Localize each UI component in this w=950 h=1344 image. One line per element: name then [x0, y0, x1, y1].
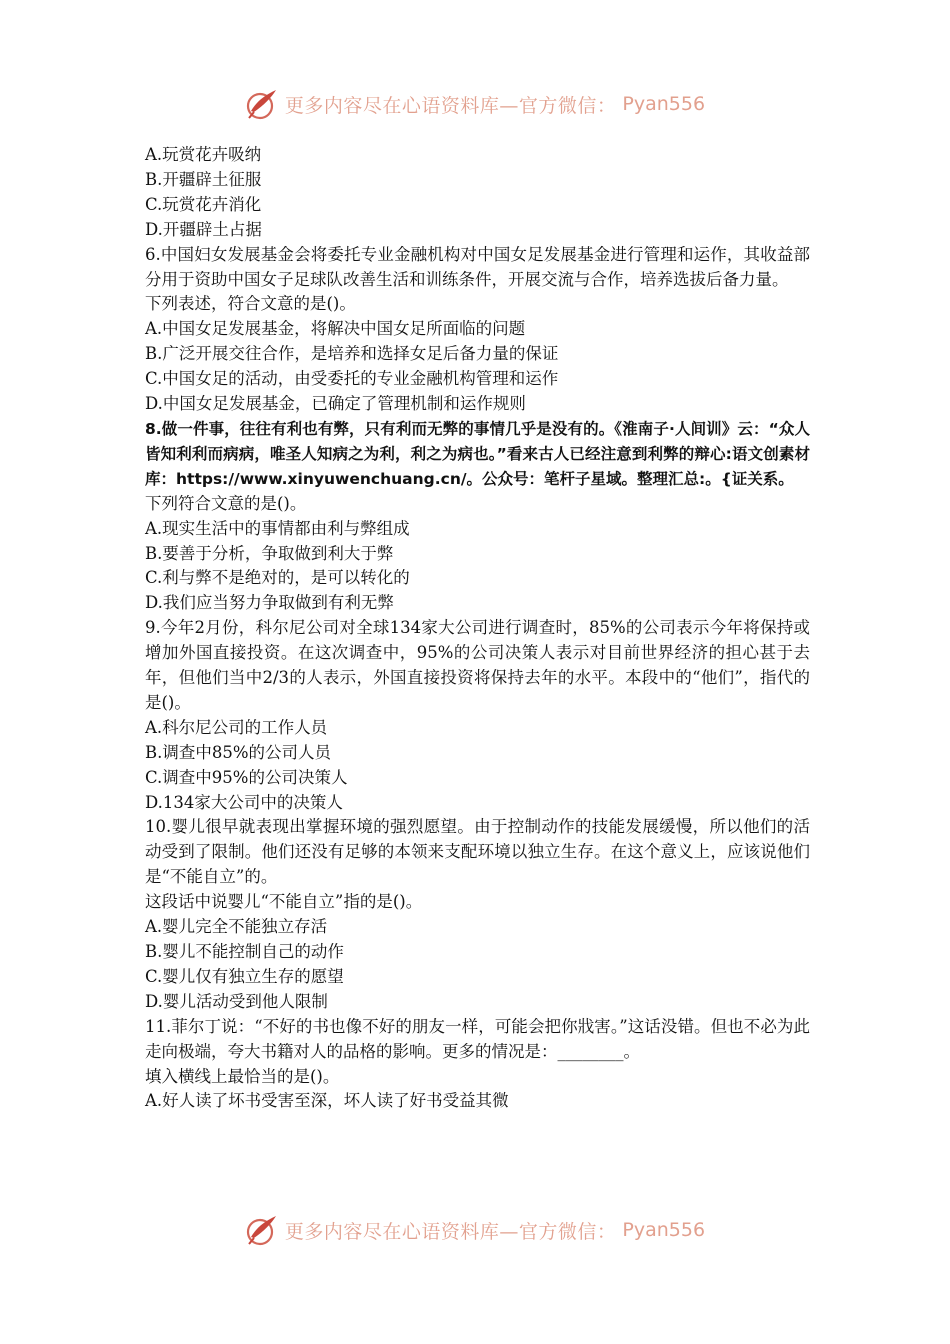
document-body: [145, 143, 810, 1114]
text-line: A.中国女足发展基金，将解决中国女足所面临的问题: [145, 319, 526, 339]
quill-logo-icon: [245, 1213, 279, 1247]
text-line: 下列符合文意的是()。: [145, 493, 307, 513]
header-banner-id: Pyan556: [622, 93, 706, 115]
text-line: 8.做一件事，往往有利也有弊，只有利而无弊的事情几乎是没有的。《淮南子·人间训》云：“众人皆知利利而病病，唯圣人知病之为利，利之为病也。”看来古人已经注意到利弊的辩心:语文创素材库：https://www.xinyuwenchuang.cn/。公众号：笔杆子星域。整理汇总:。{证关系。: [145, 419, 810, 488]
text-line: A.现实生活中的事情都由利与弊组成: [145, 518, 410, 538]
text-line: 下列表述，符合文意的是()。: [145, 294, 356, 314]
quill-logo-icon: [245, 87, 279, 121]
header-banner-text: 更多内容尽在心语资料库—官方微信：: [284, 94, 617, 117]
text-line: 这段话中说婴儿“不能自立”指的是()。: [145, 892, 423, 912]
text-line: C.婴儿仅有独立生存的愿望: [145, 966, 344, 986]
text-line: D.中国女足发展基金，已确定了管理机制和运作规则: [145, 394, 526, 414]
footer-banner-inner: [245, 1213, 705, 1247]
text-line: C.中国女足的活动，由受委托的专业金融机构管理和运作: [145, 369, 559, 389]
header-banner: [0, 84, 950, 124]
text-line: D.开疆辟土占据: [145, 219, 262, 239]
text-line: D.婴儿活动受到他人限制: [145, 991, 328, 1011]
text-line: B.要善于分析，争取做到利大于弊: [145, 543, 394, 563]
footer-banner-id: Pyan556: [622, 1219, 706, 1241]
text-line: B.婴儿不能控制自己的动作: [145, 942, 344, 961]
text-line: C.调查中95%的公司决策人: [145, 767, 348, 787]
footer-banner-text: 更多内容尽在心语资料库—官方微信：: [284, 1220, 617, 1243]
text-line: A.玩赏花卉吸纳: [145, 145, 262, 164]
header-banner-inner: [245, 87, 705, 121]
text-line: D.我们应当努力争取做到有利无弊: [145, 593, 394, 613]
text-line: D.134家大公司中的决策人: [145, 792, 343, 812]
text-line: A.好人读了坏书受害至深，坏人读了好书受益其微: [145, 1091, 509, 1111]
text-line: 6.中国妇女发展基金会将委托专业金融机构对中国女足发展基金进行管理和运作，其收益部分用于资助中国女子足球队改善生活和训练条件，开展交流与合作，培养选拔后备力量。: [145, 244, 810, 289]
text-line: C.玩赏花卉消化: [145, 194, 262, 214]
text-line: B.调查中85%的公司人员: [145, 742, 332, 762]
text-line: C.利与弊不是绝对的，是可以转化的: [145, 568, 410, 588]
text-line: A.婴儿完全不能独立存活: [145, 917, 328, 937]
text-line: B.开疆辟土征服: [145, 169, 262, 189]
text-line: 9.今年2月份，科尔尼公司对全球134家大公司进行调查时，85%的公司表示今年将保持或增加外国直接投资。在这次调查中，95%的公司决策人表示对目前世界经济的担心甚于去年，但他们当中2/3的人表示，外国直接投资将保持去年的水平。本段中的“他们”，指代的是()。: [145, 618, 810, 712]
footer-banner: [0, 1210, 950, 1250]
text-line: 11.菲尔丁说：“不好的书也像不好的朋友一样，可能会把你戕害。”这话没错。但也不必为此走向极端，夸大书籍对人的品格的影响。更多的情况是：________。: [145, 1016, 810, 1061]
text-line: 填入横线上最恰当的是()。: [145, 1066, 340, 1086]
text-line: A.科尔尼公司的工作人员: [145, 717, 328, 737]
text-line: B.广泛开展交往合作，是培养和选择女足后备力量的保证: [145, 344, 559, 364]
text-line: 10.婴儿很早就表现出掌握环境的强烈愿望。由于控制动作的技能发展缓慢，所以他们的活动受到了限制。他们还没有足够的本领来支配环境以独立生存。在这个意义上，应该说他们是“不能自立”的。: [145, 817, 810, 887]
